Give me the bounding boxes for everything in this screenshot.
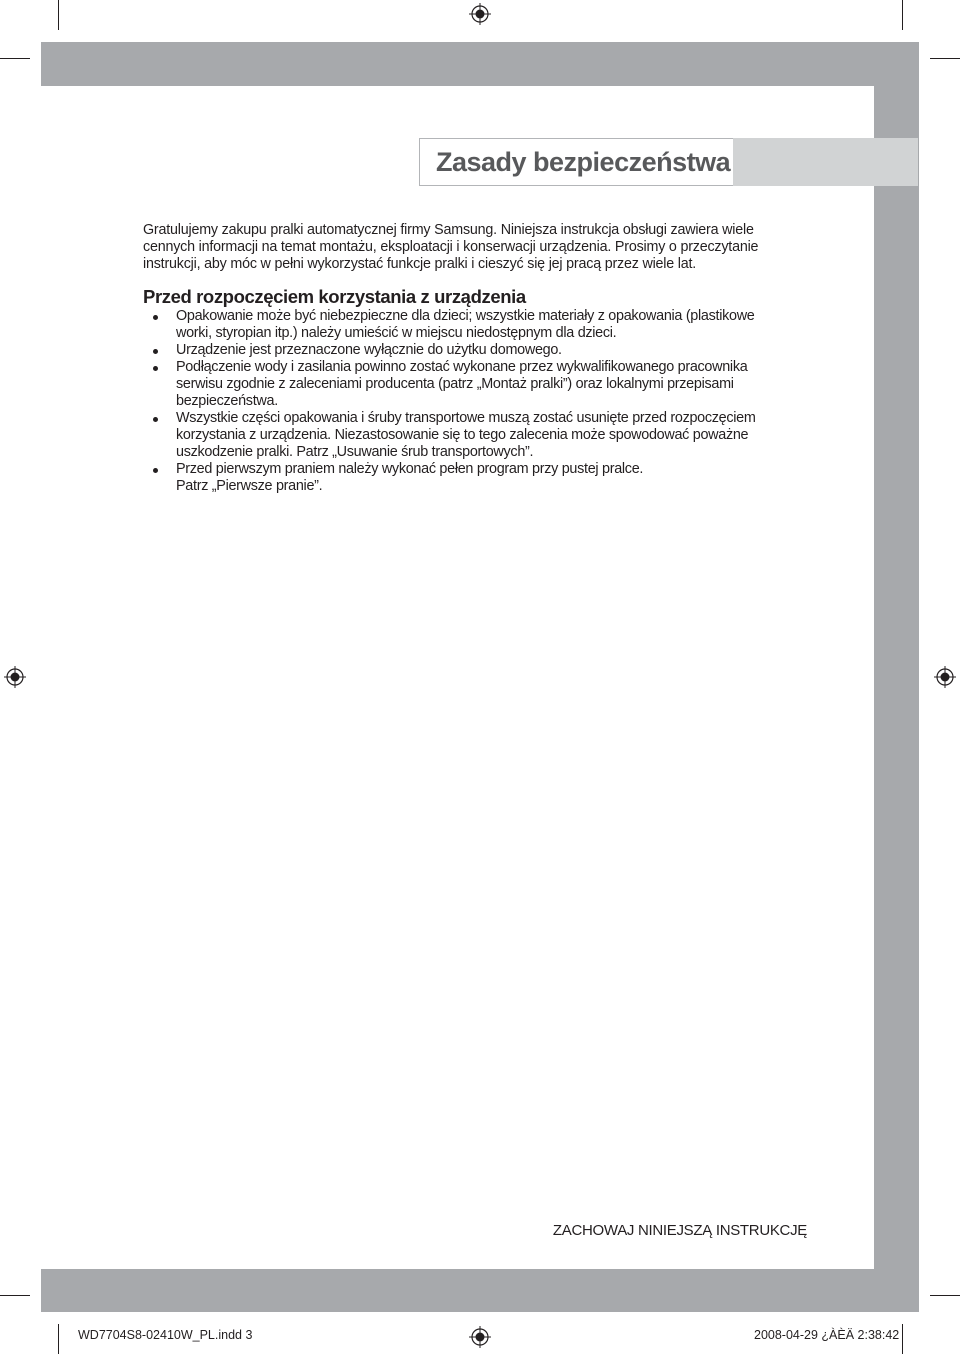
bullet-icon: [153, 349, 158, 354]
header-band: [41, 42, 919, 86]
list-item: [150, 308, 810, 342]
registration-mark-icon: [4, 666, 26, 688]
save-instructions-note: ZACHOWAJ NINIEJSZĄ INSTRUKCJĘ: [552, 1222, 807, 1239]
crop-mark: [902, 0, 903, 30]
crop-mark: [930, 58, 960, 59]
list-item-line: Urządzenie jest przeznaczone wyłącznie do użytku domowego.: [176, 342, 562, 358]
registration-mark-icon: [469, 1326, 491, 1348]
title-tab: [733, 138, 918, 186]
list-item-line: serwisu zgodnie z zaleceniami producenta (patrz „Montaż pralki”) oraz lokalnymi przepisami: [176, 376, 734, 392]
list-item-line: Przed pierwszym praniem należy wykonać pełen program przy pustej pralce.: [176, 461, 644, 477]
list-item-line: worki, styropian itp.) należy umieścić w miejscu niedostępnym dla dzieci.: [176, 325, 617, 341]
list-item: [150, 410, 810, 461]
list-item: [150, 342, 810, 359]
intro-line: instrukcji, aby móc w pełni wykorzystać funkcje pralki i cieszyć się jej pracą przez wiele lat.: [143, 256, 697, 272]
crop-mark: [902, 1324, 903, 1354]
page-title: Zasady bezpieczeństwa: [436, 147, 731, 177]
slug-file: WD7704S8-02410W_PL.indd 3: [78, 1328, 253, 1342]
list-item: [150, 359, 810, 410]
list-item-line: Opakowanie może być niebezpieczne dla dzieci; wszystkie materiały z opakowania (plastikowe: [176, 308, 755, 324]
list-item-line: Podłączenie wody i zasilania powinno zostać wykonane przez wykwalifikowanego pracownika: [176, 359, 748, 375]
list-item-line: bezpieczeństwa.: [176, 393, 278, 409]
crop-mark: [930, 1295, 960, 1296]
list-item-line: Patrz „Pierwsze pranie”.: [176, 478, 323, 494]
bullet-icon: [153, 468, 158, 473]
intro-line: cennych informacji na temat montażu, eksploatacji i konserwacji urządzenia. Prosimy o przeczytanie: [143, 239, 759, 255]
intro-paragraph: [143, 222, 793, 273]
registration-mark-icon: [934, 666, 956, 688]
list-item-line: Wszystkie części opakowania i śruby transportowe muszą zostać usunięte przed rozpoczęciem: [176, 410, 756, 426]
bullet-icon: [153, 417, 158, 422]
list-item-line: uszkodzenie pralki. Patrz „Usuwanie śrub transportowych”.: [176, 444, 534, 460]
safety-list: [150, 308, 810, 495]
bullet-icon: [153, 315, 158, 320]
list-item: [150, 461, 810, 495]
bullet-icon: [153, 366, 158, 371]
section-heading: Przed rozpoczęciem korzystania z urządzenia: [143, 286, 526, 307]
crop-mark: [58, 1324, 59, 1354]
registration-mark-icon: [469, 3, 491, 25]
slug-date: 2008-04-29 ¿ÀÈÄ 2:38:42: [754, 1328, 900, 1342]
side-band: [874, 86, 919, 1269]
crop-mark: [0, 58, 30, 59]
list-item-line: korzystania z urządzenia. Niezastosowanie się to tego zalecenia może spowodować poważne: [176, 427, 749, 443]
crop-mark: [58, 0, 59, 30]
footer-band: [41, 1269, 919, 1312]
crop-mark: [0, 1295, 30, 1296]
intro-line: Gratulujemy zakupu pralki automatycznej firmy Samsung. Niniejsza instrukcja obsługi zawiera wiele: [143, 222, 754, 238]
